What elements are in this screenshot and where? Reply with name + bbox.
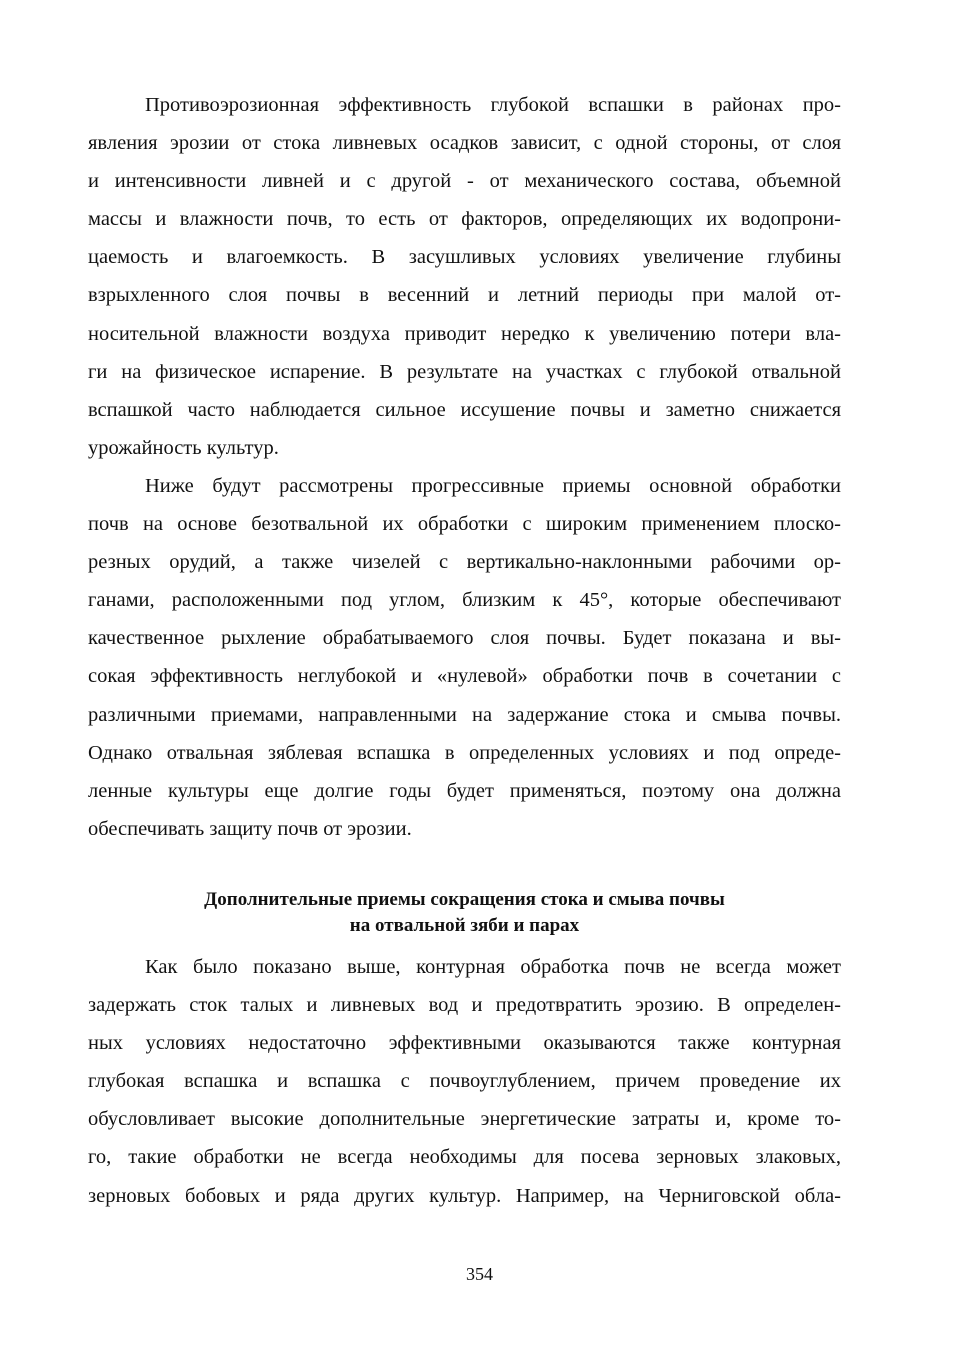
text-line: ных условиях недостаточно эффективными оказываются также контурная: [88, 1032, 841, 1055]
paragraph-1: [88, 86, 841, 467]
text-line: Противоэрозионная эффективность глубокой вспашки в районах про-: [145, 94, 841, 116]
text-line: массы и влажности почв, то есть от факторов, определяющих их водопрони-: [88, 208, 841, 231]
text-line: взрыхленного слоя почвы в весенний и летний периоды при малой от-: [88, 284, 841, 307]
text-line: ги на физическое испарение. В результате на участках с глубокой отвальной: [88, 360, 841, 383]
text-line: глубокая вспашка и вспашка с почвоуглублением, причем проведение их: [88, 1070, 841, 1093]
text-line: резных орудий, а также чизелей с вертикально-наклонными рабочими ор-: [88, 551, 841, 574]
text-line: сокая эффективность неглубокой и «нулевой» обработки почв в сочетании с: [88, 665, 841, 688]
text-line: Однако отвальная зяблевая вспашка в определенных условиях и под опреде-: [88, 741, 841, 764]
heading-line-2: на отвальной зяби и парах: [349, 915, 580, 936]
text-line: носительной влажности воздуха приводит нередко к увеличению потери вла-: [88, 322, 841, 345]
text-line: обеспечивать защиту почв от эрозии.: [88, 817, 412, 840]
paragraph-2: [88, 467, 841, 848]
text-line: и интенсивности ливней и с другой - от механического состава, объемной: [88, 170, 841, 193]
text-line: почв на основе безотвальной их обработки с широким применением плоско-: [88, 513, 841, 536]
text-line: качественное рыхление обрабатываемого слоя почвы. Будет показана и вы-: [88, 627, 841, 650]
section-heading: [88, 887, 841, 939]
text-line: Как было показано выше, контурная обработка почв не всегда может: [145, 956, 841, 978]
text-line: задержать сток талых и ливневых вод и предотвратить эрозию. В определен-: [88, 994, 841, 1017]
text-line: зерновых бобовых и ряда других культур. Например, на Черниговской обла-: [88, 1184, 841, 1207]
paragraph-3: [88, 948, 841, 1215]
text-line: го, такие обработки не всегда необходимы для посева зерновых злаковых,: [88, 1146, 841, 1169]
text-line: Ниже будут рассмотрены прогрессивные приемы основной обработки: [145, 475, 841, 497]
text-line: вспашкой часто наблюдается сильное иссушение почвы и заметно снижается: [88, 398, 841, 421]
text-line: ганами, расположенными под углом, близким к 45°, которые обеспечивают: [88, 589, 841, 612]
text-line: урожайность культур.: [88, 436, 279, 459]
text-line: явления эрозии от стока ливневых осадков зависит, с одной стороны, от слоя: [88, 132, 841, 155]
text-line: цаемость и влагоемкость. В засушливых условиях увеличение глубины: [88, 246, 841, 269]
heading-line-1: Дополнительные приемы сокращения стока и смыва почвы: [204, 889, 725, 910]
text-line: ленные культуры еще долгие годы будет применяться, поэтому она должна: [88, 779, 841, 802]
text-line: различными приемами, направленными на задержание стока и смыва почвы.: [88, 703, 841, 726]
text-line: обусловливает высокие дополнительные энергетические затраты и, кроме то-: [88, 1108, 841, 1131]
page-number: 354: [466, 1264, 493, 1284]
